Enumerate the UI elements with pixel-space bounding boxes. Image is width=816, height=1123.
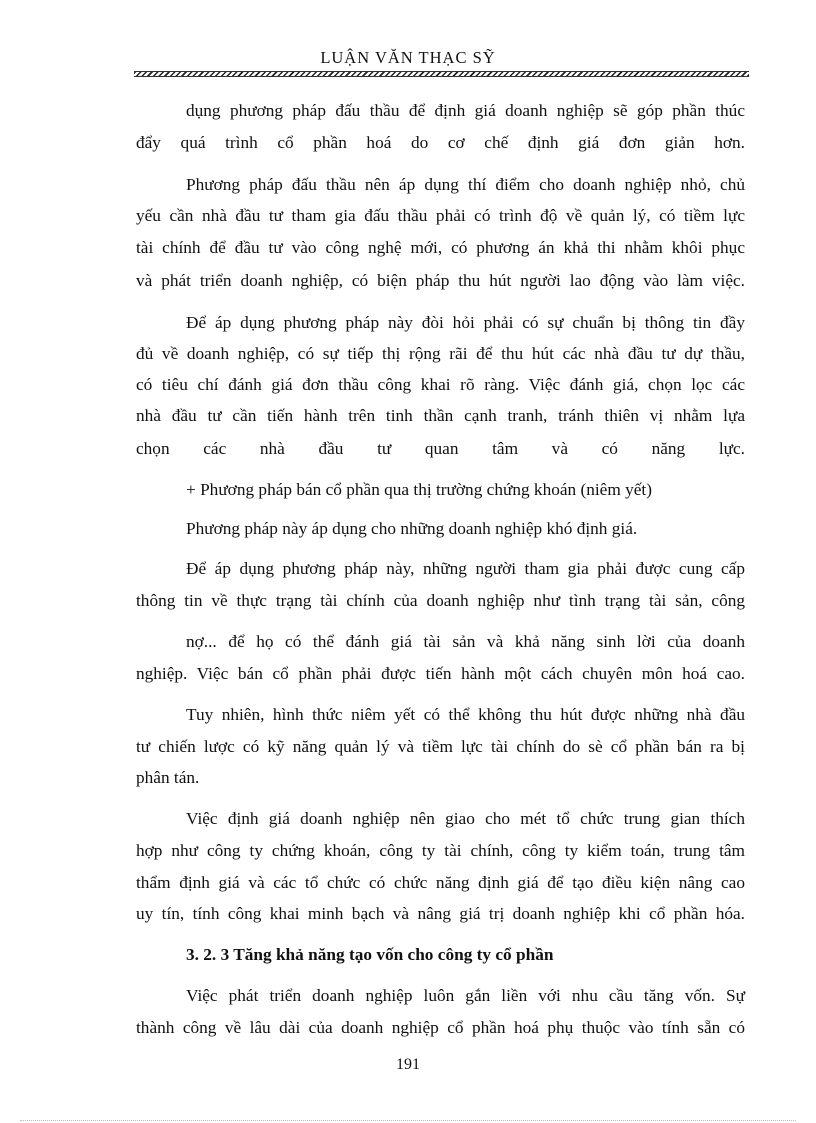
text-line: tư chiến lược có kỹ năng quản lý và tiềm lực tài chính do sè cổ phần bán ra bị — [136, 737, 745, 756]
text-line: nhà đầu tư cần tiến hành trên tinh thần cạnh tranh, tránh thiên vị nhằm lựa — [136, 406, 745, 425]
text-line: Việc phát triển doanh nghiệp luôn gắn liền với nhu cầu tăng vốn. Sự — [186, 986, 745, 1005]
text-line: Phương pháp đấu thầu nên áp dụng thí điểm cho doanh nghiệp nhỏ, chủ — [186, 175, 745, 194]
text-line: dụng phương pháp đấu thầu để định giá doanh nghiệp sẽ góp phần thúc — [186, 101, 745, 120]
text-line: thông tin về thực trạng tài chính của doanh nghiệp như tình trạng tài sản, công — [136, 591, 745, 610]
text-line: phân tán. — [136, 768, 200, 787]
page-number: 191 — [396, 1056, 420, 1073]
text-line: đủ về doanh nghiệp, có sự tiếp thị rộng rãi để thu hút các nhà đầu tư dự thầu, — [136, 344, 745, 363]
section-heading: 3. 2. 3 Tăng khả năng tạo vốn cho công ty cổ phần — [186, 945, 554, 964]
text-line: Để áp dụng phương pháp này đòi hỏi phải có sự chuẩn bị thông tin đầy — [186, 313, 745, 332]
text-line: Để áp dụng phương pháp này, những người tham gia phải được cung cấp — [186, 559, 745, 578]
text-line: có tiêu chí đánh giá đơn thầu công khai rõ ràng. Việc đánh giá, chọn lọc các — [136, 375, 745, 394]
text-line: thành công về lâu dài của doanh nghiệp cổ phần hoá phụ thuộc vào tính sẵn có — [136, 1018, 745, 1037]
text-line: và phát triển doanh nghiệp, có biện pháp thu hút người lao động vào làm việc. — [136, 271, 745, 290]
text-line: + Phương pháp bán cổ phần qua thị trường chứng khoán (niêm yết) — [186, 480, 652, 499]
text-line: Việc định giá doanh nghiệp nên giao cho mét tổ chức trung gian thích — [186, 809, 745, 828]
header-divider — [134, 71, 749, 77]
text-line: đẩy quá trình cổ phần hoá do cơ chế định giá đơn giản hơn. — [136, 133, 745, 152]
page-bottom-border — [20, 1120, 796, 1121]
text-line: tài chính để đầu tư vào công nghệ mới, có phương án khả thi nhằm khôi phục — [136, 238, 745, 257]
text-line: nợ... để họ có thể đánh giá tài sản và khả năng sinh lời của doanh — [186, 632, 745, 651]
text-line: hợp như công ty chứng khoán, công ty tài chính, công ty kiểm toán, trung tâm — [136, 841, 745, 860]
text-line: nghiệp. Việc bán cổ phần phải được tiến hành một cách chuyên môn hoá cao. — [136, 664, 745, 683]
text-line: chọn các nhà đầu tư quan tâm và có năng lực. — [136, 439, 745, 458]
text-line: yếu cần nhà đầu tư tham gia đấu thầu phải có trình độ về quản lý, có tiềm lực — [136, 206, 745, 225]
text-line: Phương pháp này áp dụng cho những doanh nghiệp khó định giá. — [186, 519, 638, 538]
text-line: thẩm định giá và các tổ chức có chức năng định giá để tạo điều kiện nâng cao — [136, 873, 745, 892]
text-line: uy tín, tính công khai minh bạch và nâng giá trị doanh nghiệp khi cổ phần hóa. — [136, 904, 745, 923]
page-header-title: LUẬN VĂN THẠC SỸ — [320, 48, 496, 67]
text-line: Tuy nhiên, hình thức niêm yết có thể không thu hút được những nhà đầu — [186, 705, 745, 724]
